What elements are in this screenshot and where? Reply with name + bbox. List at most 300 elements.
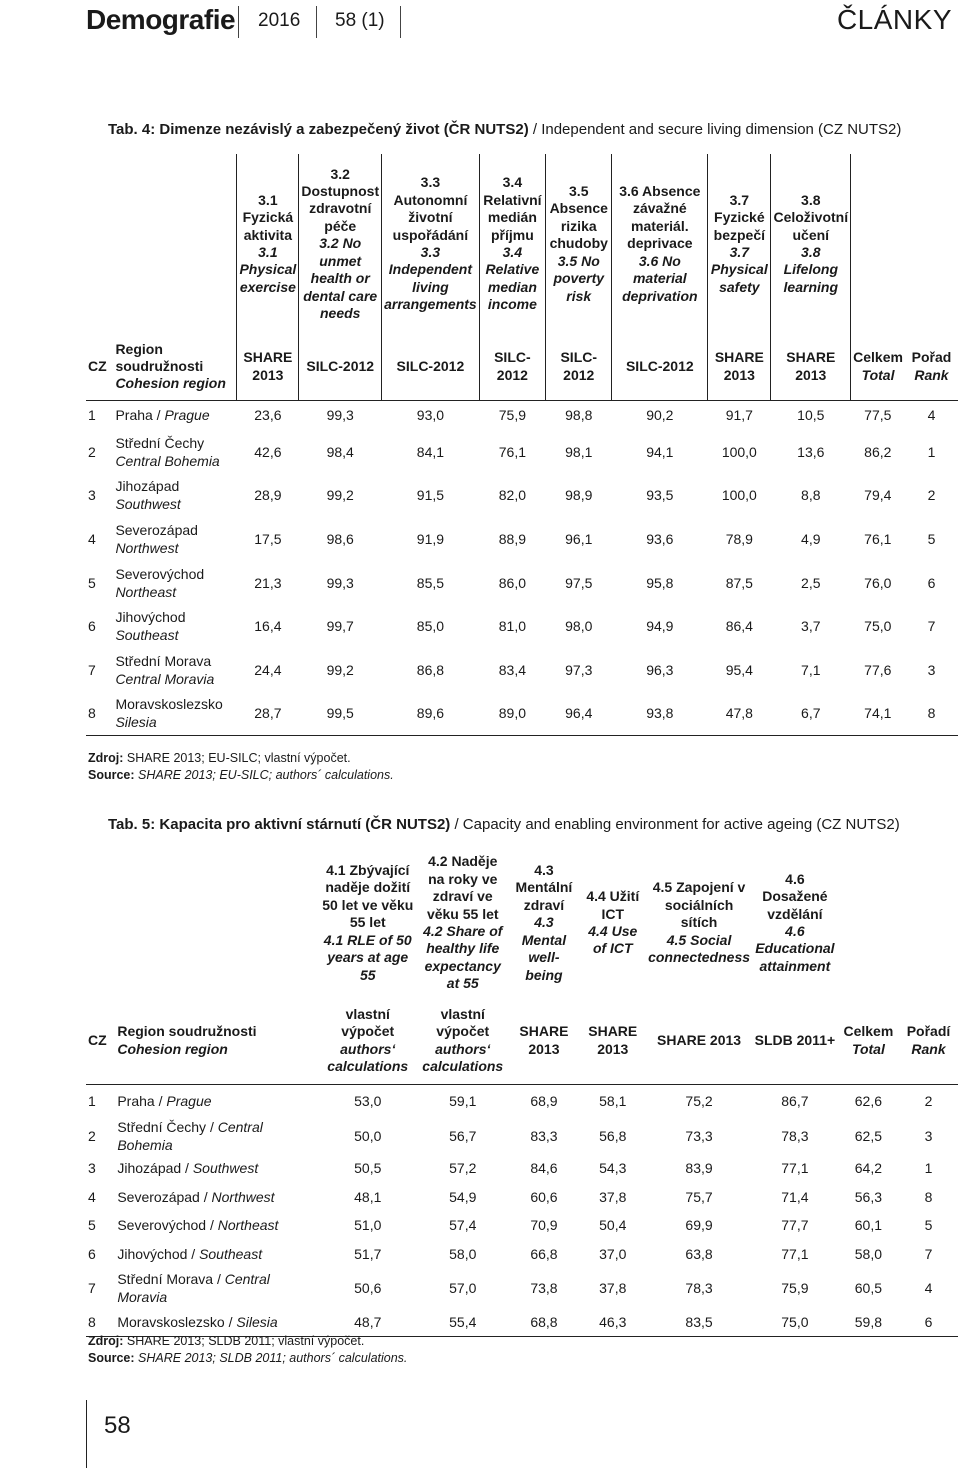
value-cell: 4,9 <box>801 530 821 547</box>
total-header <box>838 998 899 1084</box>
source-text: SHARE 2013; SLDB 2011; authors´ calculations. <box>138 1350 408 1365</box>
page-number: 58 <box>104 1412 131 1439</box>
table-row <box>86 1240 958 1269</box>
value-cell: 89,6 <box>416 705 445 722</box>
table5-caption-prefix: Tab. 5: <box>108 816 156 833</box>
region-name <box>113 604 236 648</box>
total-cell: 76,0 <box>864 574 892 591</box>
row-number: 3 <box>88 487 96 504</box>
total-cell: 58,0 <box>854 1246 883 1263</box>
header-blank <box>838 848 958 998</box>
column-source-cz: SHARE 2013 <box>657 1032 742 1049</box>
row-number: 7 <box>88 1280 96 1297</box>
column-title-en: 3.2 No unmet health or dental care needs <box>303 235 378 321</box>
region-name: Jihovýchod / Southeast <box>117 1246 263 1263</box>
column-source: SILC-2012 <box>382 334 480 400</box>
column-title-cz: 4.6 Dosažené vzdělání <box>762 870 828 922</box>
column-header <box>771 154 851 334</box>
source-label: Zdroj: <box>88 1334 124 1348</box>
rank-cell: 3 <box>927 661 936 678</box>
table-row <box>86 1211 958 1240</box>
rank-cell: 5 <box>927 530 936 547</box>
region-header-en: Cohesion region <box>117 1040 228 1057</box>
value-cell: 83,4 <box>498 661 526 678</box>
table4 <box>86 154 958 736</box>
value-cell: 77,7 <box>781 1217 809 1234</box>
row-number: 2 <box>88 443 96 460</box>
region-name-en: Central Bohemia <box>115 452 220 469</box>
value-cell: 60,6 <box>530 1188 558 1205</box>
table5-caption <box>108 816 900 833</box>
value-cell: 46,3 <box>599 1314 627 1331</box>
column-header <box>579 848 646 998</box>
value-cell: 83,5 <box>685 1314 713 1331</box>
total-header-cz: Celkem <box>853 349 903 366</box>
value-cell: 48,7 <box>354 1314 382 1331</box>
value-cell: 97,5 <box>565 574 593 591</box>
region-header-cz: Region soudružnosti <box>115 340 204 375</box>
value-cell: 28,7 <box>254 705 282 722</box>
region-name: Střední Morava / Central Moravia <box>117 1271 270 1306</box>
value-cell: 7,1 <box>801 661 821 678</box>
total-cell: 77,6 <box>864 661 892 678</box>
value-cell: 71,4 <box>781 1188 809 1205</box>
region-name-cz: Jihozápad <box>117 1160 182 1177</box>
value-cell: 16,4 <box>254 618 282 635</box>
value-cell: 57,4 <box>449 1217 477 1234</box>
value-cell: 94,9 <box>646 618 674 635</box>
header-blank <box>851 154 958 334</box>
rank-header-en: Rank <box>911 1040 946 1057</box>
row-number: 8 <box>88 1314 96 1331</box>
column-source-en: authors‘ calculations <box>422 1040 504 1075</box>
region-name: Praha / Prague <box>115 407 210 424</box>
value-cell: 75,0 <box>781 1314 809 1331</box>
value-cell: 37,8 <box>599 1280 627 1297</box>
column-title-cz: 3.6 Absence závažné materiál. deprivace <box>619 183 701 252</box>
value-cell: 91,9 <box>416 530 445 547</box>
total-cell: 74,1 <box>864 705 892 722</box>
value-cell: 98,6 <box>326 530 354 547</box>
value-cell: 8,8 <box>801 487 821 504</box>
source-label: Source: <box>88 1350 135 1365</box>
table-row <box>86 692 958 736</box>
source-label: Zdroj: <box>88 751 124 765</box>
rank-cell: 3 <box>924 1128 933 1144</box>
column-title-cz: 3.3 Autonomní životní uspořádání <box>392 174 469 243</box>
column-header <box>237 154 299 334</box>
value-cell: 63,8 <box>685 1246 713 1263</box>
source-label: Source: <box>88 767 135 782</box>
column-source-cz: SLDB 2011+ <box>754 1032 836 1049</box>
value-cell: 51,0 <box>354 1217 382 1234</box>
region-name <box>113 692 236 736</box>
table5-source <box>88 1333 407 1366</box>
source-text: SHARE 2013; SLDB 2011; vlastní výpočet. <box>126 1334 365 1348</box>
value-cell: 88,9 <box>498 530 526 547</box>
total-cell: 64,2 <box>854 1160 883 1177</box>
column-title-cz: 4.4 Užití ICT <box>586 888 640 922</box>
region-name: Moravskoslezsko / Silesia <box>117 1314 278 1331</box>
rank-cell: 1 <box>924 1160 933 1177</box>
region-name-en: Southeast <box>199 1246 263 1263</box>
region-name-cz: Moravskoslezsko <box>117 1314 225 1331</box>
header-divider <box>238 6 239 38</box>
rank-header <box>899 998 958 1084</box>
column-source: SHARE 2013 <box>771 334 851 400</box>
value-cell: 28,9 <box>254 487 282 504</box>
region-name-en: Southeast <box>115 627 179 644</box>
region-name-en: Central Moravia <box>115 670 215 687</box>
region-name-cz: Jihozápad <box>115 478 180 495</box>
journal-year: 2016 <box>258 10 301 31</box>
value-cell: 90,2 <box>646 407 674 424</box>
header-blank <box>86 154 237 334</box>
page-header <box>0 0 960 44</box>
table-row <box>86 1268 958 1308</box>
region-name-cz: Střední Čechy <box>115 434 205 451</box>
table5-caption-cz: Kapacita pro aktivní stárnutí (ČR NUTS2) <box>159 816 451 833</box>
value-cell: 75,7 <box>685 1188 713 1205</box>
region-name-cz: Moravskoslezsko <box>115 696 223 713</box>
region-header <box>115 998 318 1084</box>
region-name-en: Silesia <box>115 714 157 731</box>
value-cell: 3,7 <box>801 618 821 635</box>
value-cell: 75,2 <box>685 1093 713 1110</box>
rank-cell: 8 <box>924 1188 933 1205</box>
total-header-cz: Celkem <box>843 1023 894 1040</box>
column-title-cz: 4.2 Naděje na roky ve zdraví ve věku 55 let <box>426 853 499 922</box>
rank-header-en: Rank <box>914 366 949 383</box>
row-number: 1 <box>88 1093 96 1110</box>
value-cell: 95,4 <box>725 661 753 678</box>
value-cell: 47,8 <box>725 705 753 722</box>
column-source <box>508 998 579 1084</box>
rank-cell: 5 <box>924 1217 933 1234</box>
column-source-cz: vlastní výpočet <box>436 1005 490 1040</box>
column-source-cz: SHARE 2013 <box>588 1023 638 1057</box>
value-cell: 50,0 <box>354 1128 382 1144</box>
value-cell: 78,9 <box>725 530 753 547</box>
region-name: Severovýchod / Northeast <box>117 1217 279 1234</box>
table4-caption-cz: Dimenze nezávislý a zabezpečený život (ČR NUTS2) <box>159 121 529 138</box>
value-cell: 97,3 <box>565 661 593 678</box>
region-name-cz: Střední Čechy <box>117 1119 207 1135</box>
region-name-en: Northwest <box>211 1188 275 1205</box>
value-cell: 81,0 <box>498 618 526 635</box>
value-cell: 17,5 <box>254 530 282 547</box>
column-header <box>299 154 382 334</box>
value-cell: 68,8 <box>530 1314 558 1331</box>
value-cell: 73,8 <box>530 1280 558 1297</box>
table5-caption-en: / Capacity and enabling environment for active ageing (CZ NUTS2) <box>454 816 900 833</box>
column-title-en: 3.6 No material deprivation <box>622 252 698 304</box>
value-cell: 56,8 <box>599 1128 627 1144</box>
value-cell: 89,0 <box>498 705 526 722</box>
value-cell: 100,0 <box>721 487 757 504</box>
value-cell: 37,0 <box>599 1246 627 1263</box>
rank-cell: 2 <box>924 1093 933 1110</box>
column-title-cz: 3.5 Absence rizika chudoby <box>549 183 608 252</box>
table-row <box>86 517 958 561</box>
column-title-en: 4.1 RLE of 50 years at age 55 <box>323 931 412 983</box>
value-cell: 78,3 <box>781 1128 809 1144</box>
table5 <box>86 848 958 1337</box>
region-name-en: Prague <box>166 1093 212 1110</box>
table-row <box>86 1084 958 1118</box>
rank-header <box>905 334 958 400</box>
total-cell: 62,5 <box>854 1128 883 1144</box>
column-title-cz: 3.7 Fyzické bezpečí <box>713 191 766 243</box>
value-cell: 77,1 <box>781 1160 809 1177</box>
value-cell: 59,1 <box>449 1093 477 1110</box>
table-row <box>86 561 958 605</box>
rank-cell: 6 <box>927 574 936 591</box>
value-cell: 24,4 <box>254 661 282 678</box>
column-source: SILC-2012 <box>299 334 382 400</box>
region-name-cz: Severozápad <box>115 521 198 538</box>
value-cell: 2,5 <box>801 574 821 591</box>
column-source <box>646 998 752 1084</box>
value-cell: 96,4 <box>565 705 593 722</box>
column-title-en: 3.4 Relative median income <box>485 244 540 313</box>
region-name-en: Southwest <box>115 496 181 513</box>
value-cell: 87,5 <box>725 574 753 591</box>
value-cell: 54,3 <box>599 1160 627 1177</box>
header-blank <box>86 848 318 998</box>
region-name <box>113 648 236 692</box>
column-title-en: 4.6 Educational attainment <box>755 923 835 974</box>
region-name-cz: Jihovýchod <box>115 609 186 626</box>
region-name-cz: Severozápad <box>117 1188 200 1205</box>
region-header-cz: Region soudružnosti <box>117 1023 257 1040</box>
value-cell: 94,1 <box>646 443 674 460</box>
value-cell: 69,9 <box>685 1217 713 1234</box>
rank-cell: 1 <box>927 443 936 460</box>
column-title-en: 4.2 Share of healthy life expectancy at 55 <box>423 923 503 992</box>
row-number: 4 <box>88 1188 96 1205</box>
value-cell: 21,3 <box>254 574 282 591</box>
total-cell: 75,0 <box>864 618 892 635</box>
region-name-en: Northeast <box>115 583 177 600</box>
total-cell: 62,6 <box>854 1093 883 1110</box>
table-row <box>86 1154 958 1183</box>
region-name-cz: Severovýchod <box>115 565 205 582</box>
value-cell: 23,6 <box>254 407 282 424</box>
value-cell: 84,1 <box>416 443 445 460</box>
value-cell: 58,0 <box>449 1246 477 1263</box>
value-cell: 86,8 <box>416 661 445 678</box>
region-name-cz: Praha <box>115 407 153 424</box>
total-cell: 76,1 <box>864 530 892 547</box>
region-name-en: Southwest <box>192 1160 259 1177</box>
column-source <box>417 998 508 1084</box>
column-title-cz: 4.1 Zbývající naděje dožití 50 let ve věku 55 let <box>322 862 414 931</box>
total-cell: 77,5 <box>864 407 892 424</box>
table4-caption-prefix: Tab. 4: <box>108 121 156 138</box>
value-cell: 100,0 <box>721 443 757 460</box>
value-cell: 93,6 <box>646 530 674 547</box>
value-cell: 99,2 <box>326 487 354 504</box>
region-name <box>113 430 236 474</box>
table-row <box>86 474 958 518</box>
cz-label: CZ <box>86 998 115 1084</box>
value-cell: 75,9 <box>781 1280 809 1297</box>
column-title-en: 4.3 Mental well-being <box>521 914 567 983</box>
value-cell: 86,0 <box>498 574 526 591</box>
source-text: SHARE 2013; EU-SILC; authors´ calculations. <box>138 767 394 782</box>
row-number: 6 <box>88 618 96 635</box>
value-cell: 57,2 <box>449 1160 477 1177</box>
total-cell: 60,1 <box>854 1217 883 1234</box>
column-title-en: 3.5 No poverty risk <box>553 252 605 304</box>
row-number: 3 <box>88 1160 96 1177</box>
column-header <box>479 154 545 334</box>
table-row <box>86 604 958 648</box>
region-name-cz: Střední Morava <box>117 1271 214 1288</box>
column-source-cz: vlastní výpočet <box>341 1005 395 1040</box>
total-header <box>851 334 905 400</box>
journal-issue: 58 (1) <box>335 10 385 31</box>
row-number: 6 <box>88 1246 96 1263</box>
column-header <box>417 848 508 998</box>
value-cell: 50,5 <box>354 1160 382 1177</box>
table4-caption <box>108 121 901 138</box>
value-cell: 50,4 <box>599 1217 627 1234</box>
column-header <box>646 848 752 998</box>
value-cell: 98,0 <box>565 618 593 635</box>
value-cell: 93,0 <box>416 407 445 424</box>
value-cell: 98,8 <box>565 407 593 424</box>
source-text: SHARE 2013; EU-SILC; vlastní výpočet. <box>126 751 351 765</box>
column-header <box>752 848 838 998</box>
column-source-cz: SHARE 2013 <box>519 1023 569 1057</box>
value-cell: 76,1 <box>498 443 526 460</box>
column-title-en: 3.8 Lifelong learning <box>783 244 839 295</box>
rank-cell: 6 <box>924 1314 933 1331</box>
value-cell: 98,4 <box>326 443 354 460</box>
total-cell: 86,2 <box>864 443 892 460</box>
total-header-en: Total <box>851 1040 885 1057</box>
row-number: 5 <box>88 1217 96 1234</box>
value-cell: 42,6 <box>254 443 282 460</box>
rank-header-cz: Pořadí <box>906 1023 951 1040</box>
journal-title: Demografie <box>86 4 236 35</box>
value-cell: 83,3 <box>530 1128 558 1144</box>
value-cell: 73,3 <box>685 1128 713 1144</box>
total-cell: 60,5 <box>854 1280 883 1297</box>
column-header <box>708 154 771 334</box>
value-cell: 86,4 <box>725 618 753 635</box>
column-source: SILC-2012 <box>612 334 708 400</box>
value-cell: 96,1 <box>565 530 593 547</box>
total-cell: 56,3 <box>854 1188 883 1205</box>
value-cell: 91,7 <box>725 407 753 424</box>
region-name-en: Silesia <box>236 1314 278 1331</box>
row-number: 4 <box>88 530 96 547</box>
value-cell: 96,3 <box>646 661 674 678</box>
column-source <box>318 998 417 1084</box>
column-title-en: 4.4 Use of ICT <box>588 923 638 957</box>
value-cell: 58,1 <box>599 1093 627 1110</box>
rank-cell: 8 <box>927 705 936 722</box>
rank-cell: 4 <box>924 1280 933 1297</box>
row-number: 5 <box>88 574 96 591</box>
value-cell: 53,0 <box>354 1093 382 1110</box>
table4-source <box>88 750 394 783</box>
header-divider <box>316 6 317 38</box>
value-cell: 51,7 <box>354 1246 382 1263</box>
table4-caption-en: / Independent and secure living dimension (CZ NUTS2) <box>532 121 902 138</box>
region-name: Severozápad / Northwest <box>117 1188 275 1205</box>
value-cell: 99,2 <box>326 661 354 678</box>
value-cell: 85,0 <box>416 618 445 635</box>
region-header-en: Cohesion region <box>115 375 226 392</box>
value-cell: 93,8 <box>646 705 674 722</box>
column-header <box>508 848 579 998</box>
value-cell: 37,8 <box>599 1188 627 1205</box>
region-name-en: Central Moravia <box>117 1271 270 1306</box>
row-number: 2 <box>88 1128 96 1144</box>
value-cell: 98,9 <box>565 487 593 504</box>
cz-label: CZ <box>86 334 113 400</box>
total-cell: 79,4 <box>864 487 892 504</box>
table-row <box>86 430 958 474</box>
region-name <box>113 561 236 605</box>
table-row <box>86 400 958 430</box>
value-cell: 13,6 <box>797 443 825 460</box>
region-name-cz: Severovýchod <box>117 1217 207 1234</box>
value-cell: 84,6 <box>530 1160 558 1177</box>
total-cell: 59,8 <box>854 1314 883 1331</box>
column-source <box>579 998 646 1084</box>
value-cell: 86,7 <box>781 1093 809 1110</box>
column-title-cz: 3.8 Celoživotní učení <box>773 191 849 243</box>
value-cell: 99,3 <box>326 574 354 591</box>
region-name-cz: Střední Morava <box>115 652 212 669</box>
column-title-en: 3.3 Independent living arrangements <box>384 244 477 313</box>
row-number: 1 <box>88 407 96 424</box>
region-name <box>113 517 236 561</box>
value-cell: 55,4 <box>449 1314 477 1331</box>
value-cell: 48,1 <box>354 1188 382 1205</box>
rank-cell: 4 <box>927 407 936 424</box>
row-number: 7 <box>88 661 96 678</box>
value-cell: 68,9 <box>530 1093 558 1110</box>
column-header <box>546 154 612 334</box>
value-cell: 77,1 <box>781 1246 809 1263</box>
rank-header-cz: Pořad <box>911 349 952 366</box>
value-cell: 91,5 <box>416 487 445 504</box>
column-source: SHARE 2013 <box>708 334 771 400</box>
value-cell: 54,9 <box>449 1188 477 1205</box>
column-header <box>318 848 417 998</box>
region-name <box>113 474 236 518</box>
region-name: Střední Čechy / Central Bohemia <box>117 1119 263 1153</box>
value-cell: 10,5 <box>797 407 825 424</box>
column-header <box>382 154 480 334</box>
header-divider <box>400 6 401 38</box>
section-title: ČLÁNKY <box>836 4 952 35</box>
region-name: Jihozápad / Southwest <box>117 1160 259 1177</box>
value-cell: 57,0 <box>449 1280 477 1297</box>
column-source: SILC-2012 <box>479 334 545 400</box>
value-cell: 6,7 <box>801 705 821 722</box>
column-source <box>752 998 838 1084</box>
value-cell: 98,1 <box>565 443 593 460</box>
column-title-en: 3.7 Physical safety <box>710 244 768 295</box>
table-row <box>86 1118 958 1154</box>
